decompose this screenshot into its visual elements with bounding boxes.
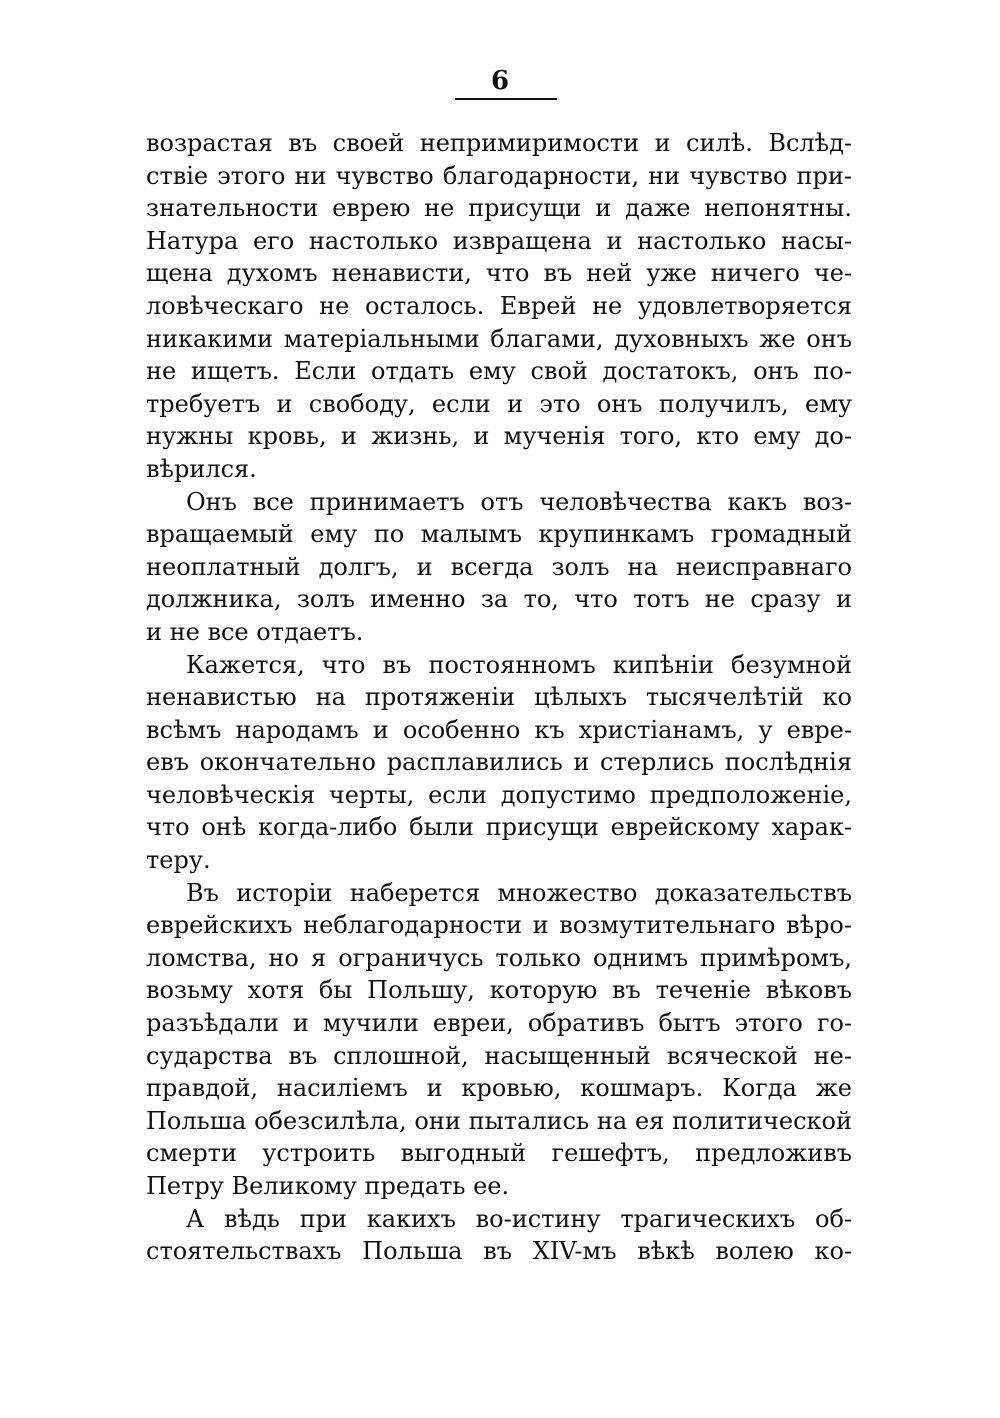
text-line: возрастая въ своей непримиримости и силѣ. Вслѣд-	[146, 129, 852, 157]
text-line: не ищетъ. Если отдать ему свой достатокъ, онъ по-	[146, 357, 852, 386]
text-line: вѣрился.	[146, 454, 257, 483]
body-text	[146, 127, 852, 1268]
text-line: сударства въ сплошной, насыщенный всяческой не-	[146, 1041, 852, 1070]
text-line: Онъ все принимаетъ отъ человѣчества какъ воз-	[186, 487, 852, 516]
page-number-rule	[455, 98, 557, 100]
text-line: нужны кровь, и жизнь, и мученія того, кто ему до-	[146, 422, 852, 451]
text-line: стоятельствахъ Польша въ XIV-мъ вѣкѣ волею ко-	[146, 1237, 852, 1266]
text-line: неоплатный долгъ, и всегда золъ на неисправнаго	[146, 552, 852, 581]
text-line: человѣческія черты, если допустимо предположеніе,	[146, 780, 852, 809]
page-number: 6	[490, 66, 510, 96]
text-line: еврейскихъ неблагодарности и возмутительнаго вѣро-	[146, 911, 852, 940]
text-line: должника, золъ именно за то, что тотъ не сразу и	[146, 585, 852, 614]
text-line: вращаемый ему по малымъ крупинкамъ громадный	[146, 520, 852, 549]
text-line: знательности еврею не присущи и даже непонятны.	[146, 194, 852, 223]
text-line: правдой, насиліемъ и кровью, кошмаръ. Когда же	[146, 1074, 852, 1103]
text-line: возьму хотя бы Польшу, которую въ теченіе вѣковъ	[146, 976, 852, 1005]
text-line: ловѣческаго не осталось. Еврей не удовлетворяется	[146, 291, 852, 320]
text-line: никакими матеріальными благами, духовныхъ же онъ	[146, 324, 852, 353]
text-line: Польша обезсилѣла, они пытались на ея политической	[146, 1106, 852, 1135]
text-line: евъ окончательно расплавились и стерлись послѣднія	[146, 748, 852, 777]
text-line: всѣмъ народамъ и особенно къ христіанамъ, у евре-	[146, 715, 852, 744]
text-line: и не все отдаетъ.	[146, 617, 364, 646]
text-line: требуетъ и свободу, если и это онъ получилъ, ему	[146, 389, 852, 418]
text-line: ствіе этого ни чувство благодарности, ни чувство при-	[146, 161, 852, 190]
text-line: Кажется, что въ постоянномъ кипѣніи безумной	[186, 650, 852, 679]
text-line: Натура его настолько извращена и настолько насы-	[146, 226, 852, 255]
text-line: что онѣ когда-либо были присущи еврейскому харак-	[146, 813, 852, 842]
text-line: щена духомъ ненависти, что въ ней уже ничего че-	[146, 259, 852, 288]
text-line: А вѣдь при какихъ во-истину трагическихъ об-	[186, 1204, 852, 1233]
text-line: ненавистью на протяженіи цѣлыхъ тысячелѣтій ко	[146, 683, 852, 712]
text-line: ломства, но я ограничусь только однимъ примѣромъ,	[146, 943, 852, 972]
text-line: Въ исторіи наберется множество доказательствъ	[186, 878, 852, 907]
text-line: смерти устроить выгодный гешефтъ, предложивъ	[146, 1139, 852, 1168]
text-line: Петру Великому предать ее.	[146, 1172, 510, 1200]
text-line: разъѣдали и мучили евреи, обративъ бытъ этого го-	[146, 1009, 852, 1038]
text-line: теру.	[146, 846, 211, 875]
